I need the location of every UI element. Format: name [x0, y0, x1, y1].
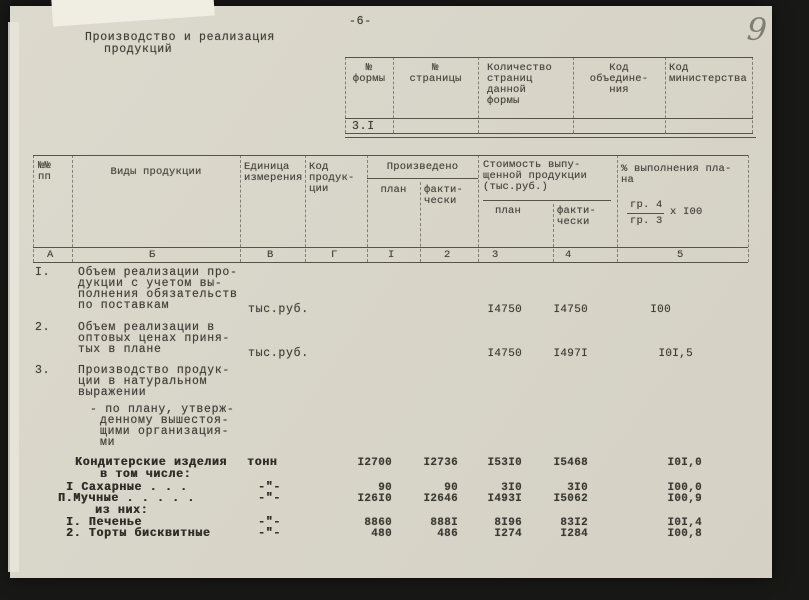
note-text: щими организация-	[100, 425, 230, 438]
including-note: в том числе:	[100, 468, 192, 481]
cost-fact-value: 83I2	[560, 517, 588, 529]
col-cost-plan: план	[495, 205, 522, 217]
row-number: 3.	[35, 364, 51, 377]
row-text: выражении	[78, 386, 147, 399]
main-table-letters-top-line	[33, 247, 748, 248]
note-text: - по плану, утверж-	[90, 403, 235, 416]
produced-plan-value: 90	[378, 482, 392, 494]
cost-plan-value: 3I0	[501, 482, 522, 494]
percent-value: I00,8	[667, 528, 702, 540]
cost-plan-value: I53I0	[487, 457, 522, 469]
row-unit: тыс.руб.	[248, 303, 309, 316]
product-name: I. Печенье	[66, 516, 143, 529]
ditto-mark: -"-	[258, 481, 281, 494]
info-table-header-line	[345, 118, 753, 119]
cost-fact-value: 3I0	[567, 482, 588, 494]
cost-fact-value: I284	[560, 528, 588, 540]
percent-value: I0I,5	[658, 348, 693, 360]
row-unit: тыс.руб.	[248, 347, 309, 360]
percent-value: I00,9	[667, 493, 702, 505]
produced-underline	[367, 178, 478, 179]
of-which-note: из них:	[95, 504, 149, 517]
info-table-vline	[478, 57, 479, 133]
cost-underline	[483, 200, 611, 201]
percent-fraction-bottom: гр. 3	[630, 215, 663, 227]
cost-fact-value: I5468	[553, 457, 588, 469]
col-cost-fact: факти- чески	[557, 205, 597, 228]
row-number: I.	[35, 266, 51, 279]
produced-fact-value: 486	[437, 528, 458, 540]
main-vline	[33, 155, 34, 262]
row-number: 2.	[35, 321, 51, 334]
cost-plan-value: 8I96	[494, 517, 522, 529]
row-text: Объем реализации про-	[78, 266, 238, 279]
produced-fact-value: 90	[444, 482, 458, 494]
letter-4: 4	[565, 249, 572, 261]
percent-times-100: х I00	[670, 206, 703, 218]
percent-value: I00	[650, 304, 671, 316]
info-table-top-line	[345, 57, 753, 58]
produced-plan-value: 8860	[364, 517, 392, 529]
col-produced-plan: план	[380, 184, 407, 196]
main-table-top-line	[33, 155, 748, 156]
col-npp: №№ пп	[38, 160, 52, 183]
letter-2: 2	[444, 249, 451, 261]
ditto-mark: -"-	[258, 516, 281, 529]
main-table-letters-bottom-line	[33, 262, 748, 263]
produced-plan-value: I2700	[357, 457, 392, 469]
row-text: дукции с учетом вы-	[78, 277, 223, 290]
cost-plan-value: I4750	[487, 348, 522, 360]
info-col-form-number: № формы	[352, 62, 386, 85]
main-vline	[478, 155, 479, 262]
percent-value: I00,0	[667, 482, 702, 494]
row-text: полнения обязательств	[78, 288, 238, 301]
note-text: ми	[100, 436, 116, 449]
row-text: по поставкам	[78, 299, 170, 312]
produced-fact-value: I2736	[423, 457, 458, 469]
produced-plan-value: I26I0	[357, 493, 392, 505]
letter-1: I	[388, 249, 395, 261]
document-title-line1: Производство и реализация	[85, 31, 276, 44]
cost-plan-value: I274	[494, 528, 522, 540]
cost-plan-value: I493I	[487, 493, 522, 505]
row-text: ции в натуральном	[78, 375, 208, 388]
info-table-vline	[752, 57, 753, 133]
typed-page-number: -6-	[349, 15, 372, 28]
letter-5: 5	[677, 249, 684, 261]
ditto-mark: -"-	[258, 492, 281, 505]
cost-fact-value: I4750	[553, 304, 588, 316]
main-vline	[553, 204, 554, 262]
col-percent: % выполнения пла- на	[621, 163, 732, 186]
row-text: Производство продук-	[78, 364, 231, 377]
ditto-mark: -"-	[258, 527, 281, 540]
letter-a: А	[47, 249, 54, 261]
letter-b: Б	[149, 249, 156, 261]
letter-v: В	[267, 249, 274, 261]
percent-value: I0I,4	[667, 517, 702, 529]
main-vline	[617, 155, 618, 262]
main-vline	[305, 155, 306, 262]
col-produced-fact: факти- чески	[424, 184, 464, 207]
info-col-page-number: № страницы	[409, 62, 462, 85]
col-unit: Единица измерения	[244, 161, 303, 184]
row-text: Объем реализации в	[78, 321, 215, 334]
row-text: тых в плане	[78, 343, 162, 356]
info-table-vline	[665, 57, 666, 133]
percent-value: I0I,0	[667, 457, 702, 469]
info-form-value: 3.I	[352, 120, 375, 133]
col-product-code: Код продук- ции	[309, 161, 355, 195]
main-vline	[240, 155, 241, 262]
cost-fact-value: I497I	[553, 348, 588, 360]
handwritten-page-number: 9	[745, 11, 768, 49]
info-col-page-count: Количество страниц данной формы	[487, 62, 553, 107]
produced-fact-value: I2646	[423, 493, 458, 505]
product-name: I Сахарные . . .	[66, 481, 188, 494]
col-products: Виды продукции	[110, 166, 202, 178]
main-vline	[420, 182, 421, 262]
product-name: Кондитерские изделия	[75, 456, 228, 469]
col-cost: Стоимость выпу- щенной продукции (тыс.руб.)	[483, 159, 588, 193]
info-col-ministry-code: Код министерства	[669, 62, 748, 85]
letter-g: Г	[331, 249, 338, 261]
info-table-bottom-line	[345, 133, 753, 134]
cost-fact-value: I5062	[553, 493, 588, 505]
product-name: П.Мучные . . . . .	[58, 492, 195, 505]
note-text: денному вышестоя-	[100, 414, 230, 427]
paper-left-edge	[8, 22, 19, 572]
cost-plan-value: I4750	[487, 304, 522, 316]
col-produced: Произведено	[386, 161, 459, 173]
letter-3: 3	[492, 249, 499, 261]
document-title-line2: продукций	[104, 43, 173, 56]
info-col-union-code: Код объедине- ния	[589, 62, 649, 96]
percent-fraction-top: гр. 4	[630, 199, 663, 211]
fraction-line	[627, 213, 664, 214]
main-vline	[748, 155, 749, 262]
produced-fact-value: 888I	[430, 517, 458, 529]
produced-plan-value: 480	[371, 528, 392, 540]
info-table-bottom-line2	[345, 137, 756, 138]
row-text: оптовых ценах приня-	[78, 332, 231, 345]
row-unit: тонн	[247, 456, 278, 469]
product-name: 2. Торты бисквитные	[66, 527, 211, 540]
